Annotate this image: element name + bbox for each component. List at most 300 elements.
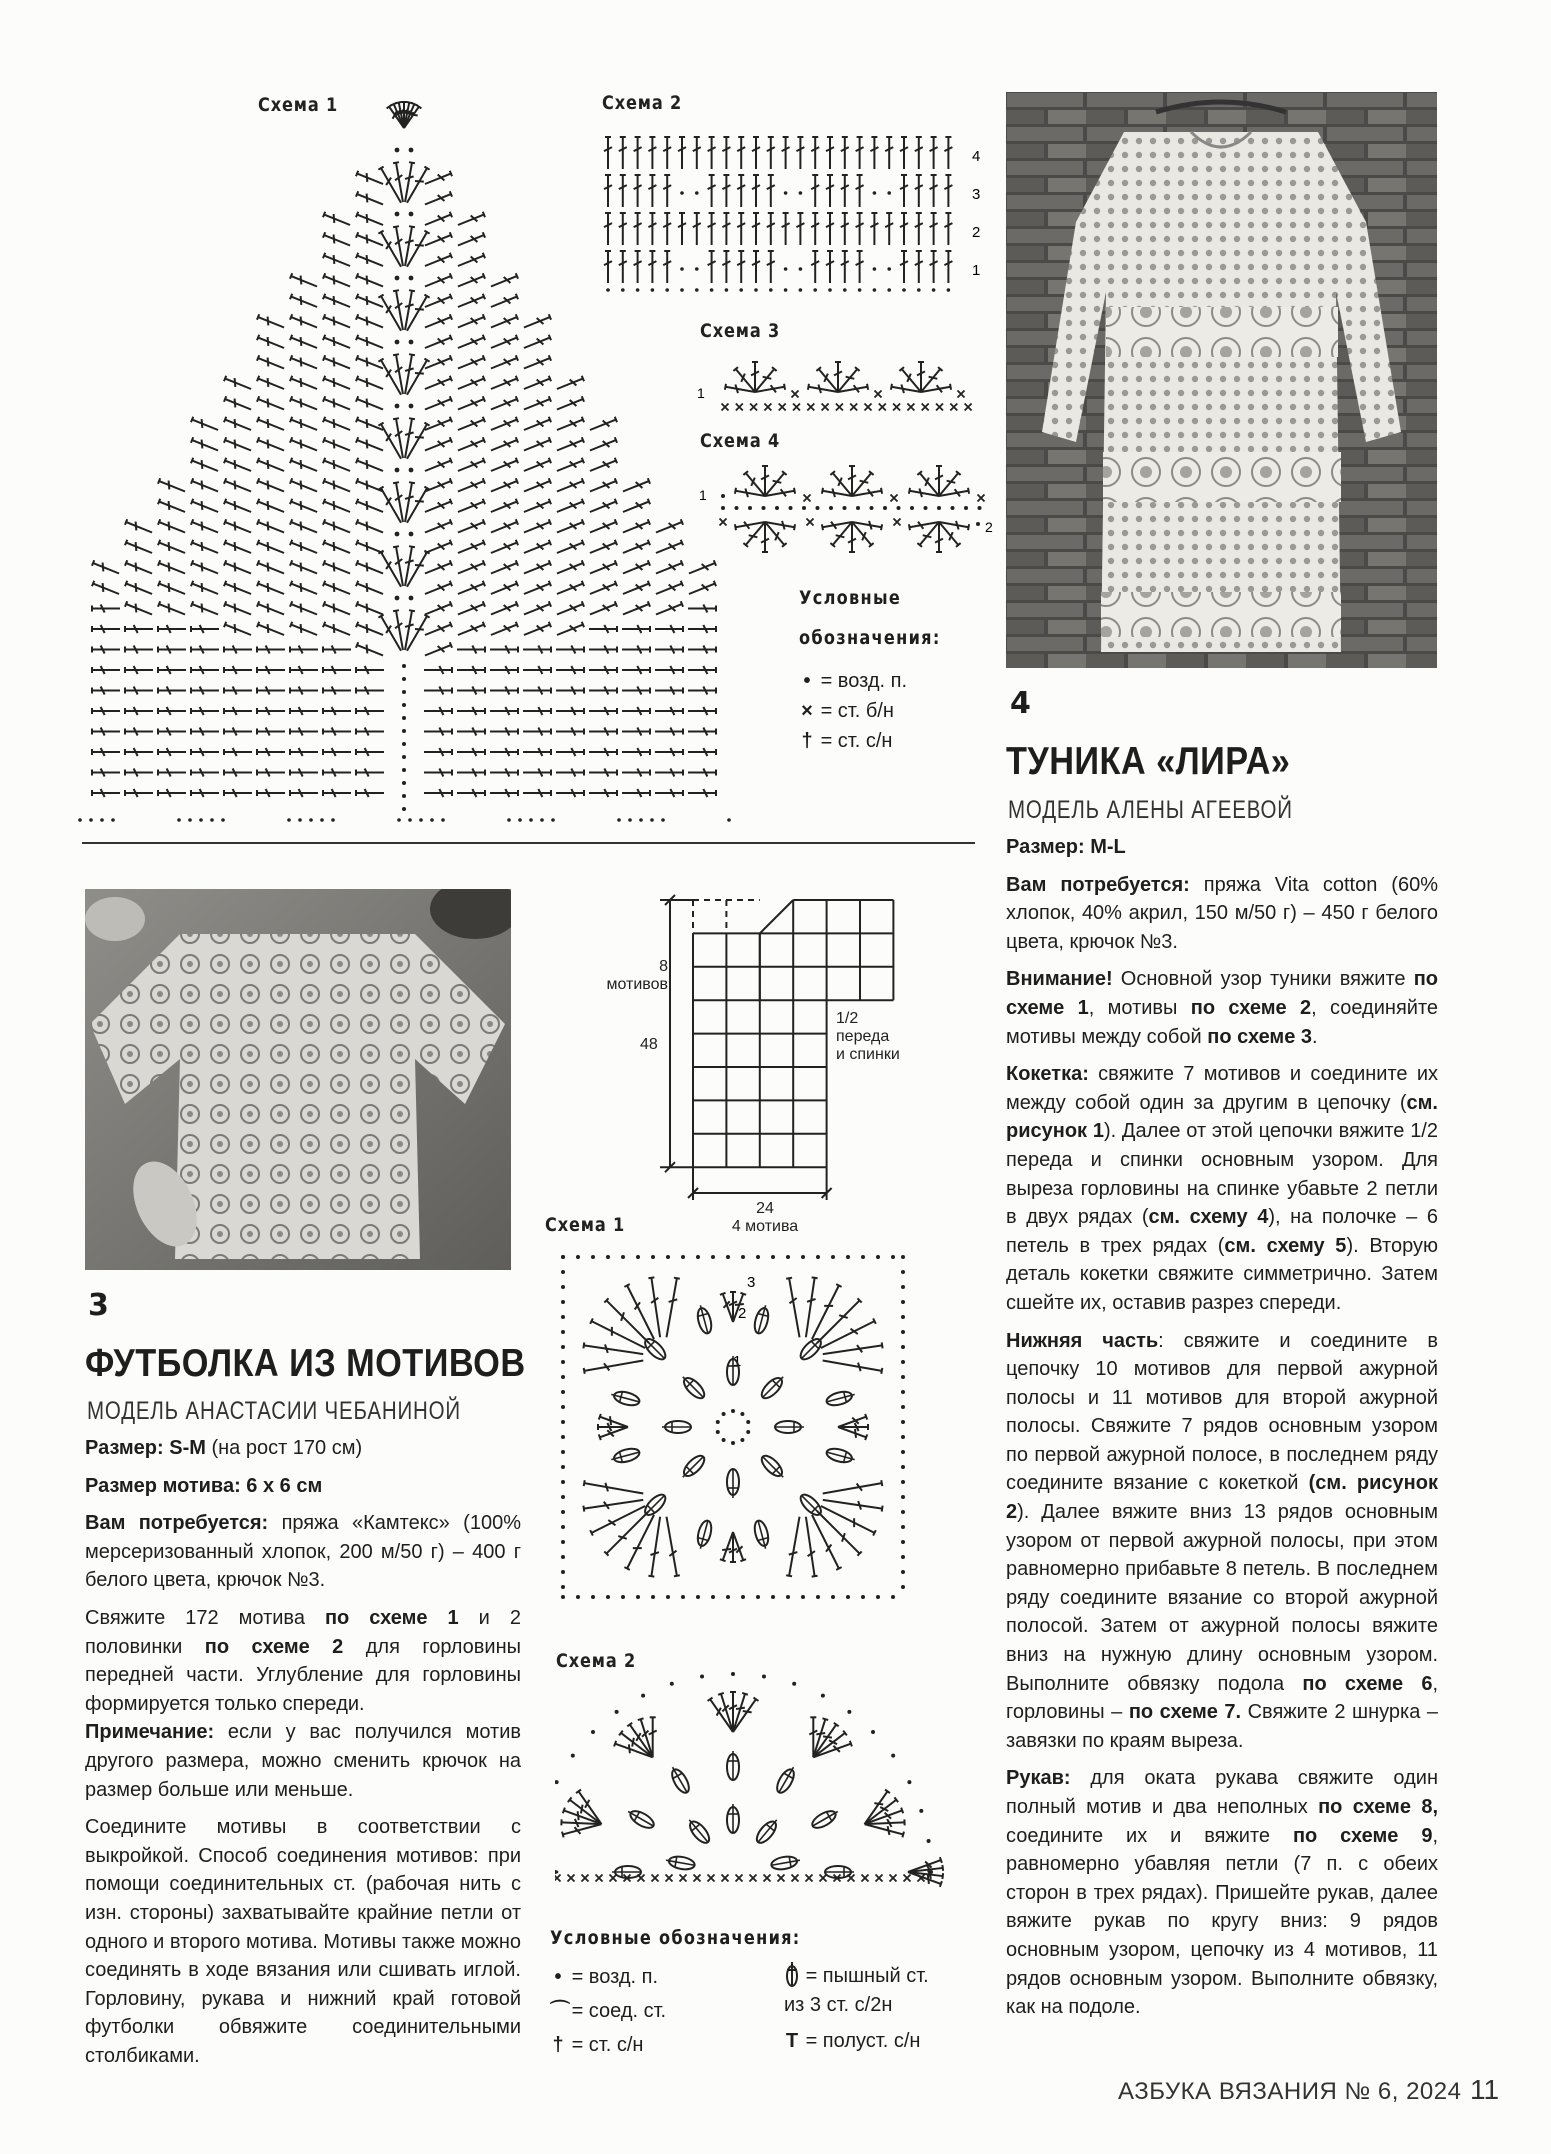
double-crochet-stitch (257, 748, 285, 756)
row-number: 3 (972, 186, 981, 203)
double-crochet-stitch (158, 498, 187, 516)
chain-stitch (876, 1595, 880, 1599)
single-crochet-stitch (820, 1875, 827, 1882)
single-crochet-stitch (680, 1875, 687, 1882)
double-crochet-stitch (841, 137, 849, 169)
bold-text: по схеме 2 (204, 1635, 344, 1658)
stitch-top (257, 601, 259, 607)
stitch-top (786, 1575, 792, 1576)
double-crochet-stitch (224, 375, 253, 393)
double-crochet-stitch (125, 518, 154, 536)
single-crochet-stitch (879, 404, 886, 411)
double-crochet-stitch (688, 707, 716, 715)
double-crochet-stitch (622, 789, 650, 797)
chain-stitch (740, 1438, 744, 1442)
double-crochet-stitch (191, 769, 219, 777)
double-crochet-stitch (489, 416, 518, 434)
puff-stitch (625, 1806, 656, 1831)
puff-stitch (662, 1421, 691, 1433)
double-crochet-stitch (457, 666, 485, 674)
chain-stitch (799, 288, 803, 292)
double-crochet-stitch (323, 559, 352, 577)
double-crochet-stitch (456, 252, 485, 270)
chain-stitch (910, 506, 914, 510)
stitch-top (290, 273, 292, 279)
stitch-top (648, 540, 650, 546)
stitch-top (648, 519, 650, 525)
double-crochet-stitch (767, 175, 775, 207)
stitch-top (356, 273, 358, 279)
stitch-top (740, 1293, 746, 1295)
double-crochet-stitch (655, 728, 683, 736)
chain-stitch (89, 818, 93, 822)
stitch-bar (633, 1302, 642, 1309)
double-crochet-stitch (257, 707, 285, 715)
stitch-stem (838, 1427, 866, 1437)
chain-stitch (188, 818, 192, 822)
stitch-top (794, 488, 795, 494)
double-crochet-stitch (782, 213, 790, 245)
double-crochet-stitch (424, 789, 452, 797)
puff-stitch (727, 1469, 739, 1498)
stitch-top (450, 294, 452, 300)
stitch-top (681, 581, 683, 587)
double-crochet-stitch (290, 769, 318, 777)
double-crochet-stitch (191, 457, 220, 475)
stitch-top (516, 273, 518, 279)
double-crochet-stitch (392, 546, 407, 587)
puff-bar (789, 1857, 791, 1867)
double-crochet-stitch (392, 610, 407, 651)
double-crochet-stitch (125, 769, 153, 777)
chain-stitch (740, 1412, 744, 1416)
stitch-top (356, 601, 358, 607)
chain-stitch (901, 1285, 905, 1289)
double-crochet-stitch (92, 559, 121, 577)
text: Свяжите 2 шнурка – завязки по краям выреза. (1006, 1701, 1438, 1752)
stitch-top (549, 458, 551, 464)
stitch-top (483, 458, 485, 464)
chain-stitch (901, 1405, 905, 1409)
double-crochet-stitch (589, 728, 617, 736)
stitch-top (549, 437, 551, 443)
stitch-stem (192, 440, 218, 450)
stitch-top (516, 581, 518, 587)
chain-stitch (901, 1300, 905, 1304)
chain-stitch (395, 468, 400, 473)
stitch-top (483, 314, 485, 320)
legend-text: = возд. п. (820, 670, 907, 692)
puff-stitch (770, 1854, 801, 1871)
stitch-top (582, 376, 584, 382)
double-crochet-stitch (456, 559, 485, 577)
stitch-stem (93, 563, 119, 573)
stitch-top (674, 1575, 680, 1576)
double-crochet-stitch (589, 769, 617, 777)
bold-text: по схеме 8, (1318, 1796, 1438, 1818)
legend-top (799, 578, 966, 756)
double-crochet-stitch (555, 580, 584, 598)
chain-stitch (887, 191, 891, 195)
stitch-bar (415, 626, 424, 633)
chain-stitch (561, 1345, 565, 1349)
chain-stitch (402, 807, 406, 811)
bold-text: см. рисунок 1 (1006, 1091, 1438, 1143)
stitch-top (950, 384, 951, 390)
double-crochet-stitch (885, 137, 893, 169)
stitch-top (424, 359, 429, 362)
chain-stitch (561, 1270, 565, 1274)
stitch-top (323, 232, 325, 238)
double-crochet-stitch (424, 687, 452, 695)
stitch-stem (710, 1699, 733, 1732)
stitch-top (356, 294, 358, 300)
double-crochet-stitch (584, 1479, 644, 1497)
stitch-top (290, 417, 292, 423)
stitch-stem (584, 1360, 643, 1370)
stitch-bar (415, 370, 424, 377)
stitch-top (257, 519, 259, 525)
stitch-stem (291, 502, 317, 512)
single-crochet-stitch (804, 495, 811, 502)
instruction-paragraph (85, 1509, 521, 1595)
double-crochet-stitch (356, 707, 384, 715)
stitch-top (615, 560, 617, 566)
double-crochet-stitch (730, 1697, 759, 1734)
puff-stitch (727, 1804, 739, 1833)
chain-stitch (976, 522, 980, 526)
stitch-top (909, 524, 910, 530)
single-crochet-stitch (807, 519, 814, 526)
double-crochet-stitch (654, 580, 683, 598)
stitch-stem (291, 440, 317, 450)
chain-stitch (901, 1585, 905, 1589)
height-count: 8 (659, 958, 668, 975)
double-crochet-stitch (647, 1277, 664, 1338)
text: Основной узор туники вяжите (1112, 968, 1414, 991)
double-crochet-stitch (191, 728, 219, 736)
double-crochet-stitch (423, 621, 452, 639)
stitch-stem (258, 461, 284, 471)
stitch-top (450, 253, 452, 259)
chain-stitch (561, 1510, 565, 1514)
stitch-stem (357, 235, 383, 245)
row-number: 2 (972, 224, 981, 241)
single-crochet-stitch (694, 1875, 701, 1882)
chain-stitch (507, 818, 511, 822)
double-crochet-stitch (191, 539, 220, 557)
stitch-stem (159, 584, 185, 594)
stitch-top (516, 376, 518, 382)
stitch-stem (258, 420, 284, 430)
double-crochet-stitch (556, 748, 584, 756)
single-crochet-stitch (750, 1875, 757, 1882)
stitch-top (483, 396, 485, 402)
double-crochet-stitch (392, 482, 407, 523)
double-crochet-stitch (654, 539, 683, 557)
stitch-top (356, 396, 358, 402)
double-crochet-stitch (589, 707, 617, 715)
stitch-stem (666, 1278, 676, 1337)
stitch-top (424, 423, 429, 426)
double-crochet-stitch (490, 666, 518, 674)
double-crochet-stitch (356, 334, 385, 352)
stitch-top (582, 458, 584, 464)
chain-stitch (722, 1412, 726, 1416)
stitch-top (323, 253, 325, 259)
double-crochet-stitch (392, 162, 407, 203)
stitch-top (290, 519, 292, 525)
stitch-top (424, 295, 429, 298)
double-crochet-stitch (523, 646, 551, 654)
double-crochet-stitch (457, 728, 485, 736)
double-crochet-stitch (837, 383, 868, 396)
stitch-bar (384, 178, 393, 185)
stitch-top (224, 519, 226, 525)
double-crochet-stitch (323, 600, 352, 618)
double-crochet-stitch (915, 251, 923, 283)
double-crochet-stitch (737, 175, 745, 207)
stitch-top (393, 290, 399, 291)
stitch-stem (324, 420, 350, 430)
double-crochet-stitch (589, 789, 617, 797)
double-crochet-stitch (826, 137, 834, 169)
double-crochet-stitch (622, 687, 650, 695)
text: ), на полочке – 6 петель в трех рядах ( (1006, 1206, 1439, 1257)
chain-symbol-icon: • (803, 670, 811, 692)
chain-stitch (210, 818, 214, 822)
double-crochet-stitch (423, 354, 452, 372)
double-crochet-stitch (944, 251, 952, 283)
double-crochet-stitch (752, 251, 760, 283)
single-crochet-stitch (596, 1875, 603, 1882)
row-number: 1 (972, 262, 981, 279)
chain-stitch (754, 288, 758, 292)
double-crochet-stitch (811, 137, 819, 169)
stitch-stem (291, 276, 317, 286)
double-crochet-stitch (489, 272, 518, 290)
stitch-top (516, 499, 518, 505)
chain-stitch (901, 1555, 905, 1559)
stitch-top (356, 642, 358, 648)
chain-stitch (847, 1710, 851, 1714)
stitch-stem (225, 584, 251, 594)
chain-stitch (821, 1694, 825, 1698)
stitch-top (158, 560, 160, 566)
double-crochet-stitch (356, 580, 385, 598)
double-crochet-stitch (555, 375, 584, 393)
stitch-top (584, 1368, 585, 1374)
stitch-top (549, 540, 551, 546)
double-crochet-stitch (392, 354, 407, 395)
stitch-stem (225, 563, 251, 573)
single-crochet-stitch (807, 404, 814, 411)
stitch-top (483, 437, 485, 443)
stitch-stem (159, 502, 185, 512)
puff-stitch (679, 1452, 708, 1481)
chain-stitch (591, 1595, 595, 1599)
double-crochet-stitch (323, 334, 352, 352)
double-crochet-stitch (356, 211, 385, 229)
pattern-grid-diagram (560, 880, 980, 1210)
stitch-top (638, 1718, 644, 1720)
stitch-top (450, 560, 452, 566)
stitch-top (516, 560, 518, 566)
double-crochet-stitch (392, 226, 407, 267)
double-crochet-stitch (92, 646, 120, 654)
double-crochet-stitch (125, 625, 153, 633)
stitch-top (865, 1414, 867, 1420)
stitch-stem (600, 1417, 628, 1427)
double-crochet-stitch (290, 416, 319, 434)
double-crochet-stitch (647, 1516, 664, 1577)
double-crochet-stitch (909, 518, 940, 531)
stitch-top (224, 478, 226, 484)
chain-stitch (876, 1255, 880, 1259)
stitch-stem (258, 563, 284, 573)
stitch-bar (384, 498, 393, 505)
stitch-top (549, 478, 551, 484)
chain-stitch (621, 288, 625, 292)
stitch-stem (357, 358, 383, 368)
chain-stitch (748, 506, 752, 510)
double-crochet-stitch (224, 621, 253, 639)
puff-stitch (774, 1764, 799, 1795)
stitch-top (549, 376, 551, 382)
stitch-stem (324, 543, 350, 553)
double-crochet-stitch (621, 477, 650, 495)
chain-stitch (873, 191, 877, 195)
stitch-top (624, 1567, 629, 1570)
double-crochet-stitch (826, 213, 834, 245)
chain-stitch (901, 1420, 905, 1424)
stitch-top (356, 581, 358, 587)
double-crochet-stitch (522, 600, 551, 618)
double-crochet-stitch (490, 687, 518, 695)
double-crochet-stitch (588, 518, 617, 536)
chain-stitch (628, 818, 632, 822)
stitch-top (356, 478, 358, 484)
stitch-top (323, 581, 325, 587)
double-crochet-stitch (356, 641, 385, 659)
double-crochet-stitch (764, 518, 795, 531)
double-crochet-stitch (622, 728, 650, 736)
double-crochet-stitch (523, 748, 551, 756)
puff-stitch (758, 1452, 787, 1481)
double-crochet-stitch (822, 1341, 883, 1358)
stitch-stem (357, 522, 383, 532)
puff-stitch (685, 1816, 713, 1846)
chain-stitch (681, 1595, 685, 1599)
double-crochet-stitch (588, 539, 617, 557)
part-line: 1/2 (836, 1010, 859, 1027)
stitch-top (409, 226, 415, 227)
stitch-top (582, 622, 584, 628)
double-crochet-stitch (648, 137, 656, 169)
double-crochet-stitch (456, 416, 485, 434)
stitch-top (356, 519, 358, 525)
double-crochet-stitch (856, 137, 864, 169)
stitch-top (356, 560, 358, 566)
stitch-top (158, 540, 160, 546)
stitch-stem (126, 522, 152, 532)
legend-item-hdc (784, 2026, 920, 2056)
stitch-stem (357, 379, 383, 389)
stitch-stem (357, 256, 383, 266)
double-crochet-stitch (891, 383, 922, 396)
chain-stitch (395, 148, 400, 153)
chain-stitch (731, 1441, 735, 1445)
stitch-top (516, 437, 518, 443)
double-crochet-stitch (489, 477, 518, 495)
double-crochet-stitch (356, 687, 384, 695)
stitch-top (191, 499, 193, 505)
stitch-top (450, 376, 452, 382)
chain-stitch (441, 818, 445, 822)
text: Соедините мотивы в соответствии с выкройкой. Способ соединения мотивов: при помощи соединительных ст. (рабочая нить с изн. стороны) захватывайте крайние петли от одного и второго мотива. Мотивы также можно соединять в ходе вязания или сшивать иглой. Горловину, рукава и нижний край готовой футболки обвяжите соединительными столбиками. (85, 1816, 521, 2067)
stitch-top (549, 519, 551, 525)
model-number: 3 (88, 1288, 109, 1323)
single-crochet-stitch (722, 404, 729, 411)
chain-stitch (901, 1270, 905, 1274)
double-crochet-stitch (737, 251, 745, 283)
stitch-top (356, 335, 358, 341)
double-crochet-stitch (851, 487, 882, 500)
double-crochet-stitch (841, 251, 849, 283)
stitch-stem (291, 399, 317, 409)
stitch-top (615, 417, 617, 423)
double-crochet-stitch (224, 646, 252, 654)
chain-stitch (799, 267, 803, 271)
double-crochet-stitch (257, 600, 286, 618)
double-crochet-stitch (856, 213, 864, 245)
double-crochet-stitch (356, 354, 385, 372)
stitch-top (582, 478, 584, 484)
stitch-top (549, 417, 551, 423)
stitch-stem (823, 1360, 882, 1370)
double-crochet-stitch (489, 621, 518, 639)
chain-stitch (551, 818, 555, 822)
double-crochet-stitch (290, 354, 319, 372)
stitch-stem (357, 604, 383, 614)
chain-stitch (947, 288, 951, 292)
stitch-stem (357, 543, 383, 553)
chain-stitch (395, 276, 400, 281)
stitch-stem (291, 358, 317, 368)
double-crochet-stitch (456, 621, 485, 639)
stitch-top (450, 232, 452, 238)
stitch-top (516, 396, 518, 402)
puff-stitch (612, 1866, 641, 1878)
double-crochet-stitch (490, 789, 518, 797)
chain-stitch (606, 1595, 610, 1599)
chain-stitch (402, 716, 406, 720)
double-crochet-stitch (456, 293, 485, 311)
double-crochet-stitch (735, 518, 766, 531)
double-crochet-stitch (688, 748, 716, 756)
double-crochet-stitch (900, 213, 908, 245)
bold-text: по схеме 3 (1207, 1025, 1313, 1048)
chain-stitch (726, 1595, 730, 1599)
stitch-top (822, 488, 823, 494)
stitch-top (563, 1808, 565, 1814)
chain-stitch (561, 1525, 565, 1529)
stitch-top (323, 314, 325, 320)
motif-schema2-label: Схема 2 (556, 1650, 637, 1672)
single-crochet-symbol-icon: × (801, 700, 813, 722)
stitch-top (224, 376, 226, 382)
schema2-label: Схема 2 (602, 92, 683, 114)
